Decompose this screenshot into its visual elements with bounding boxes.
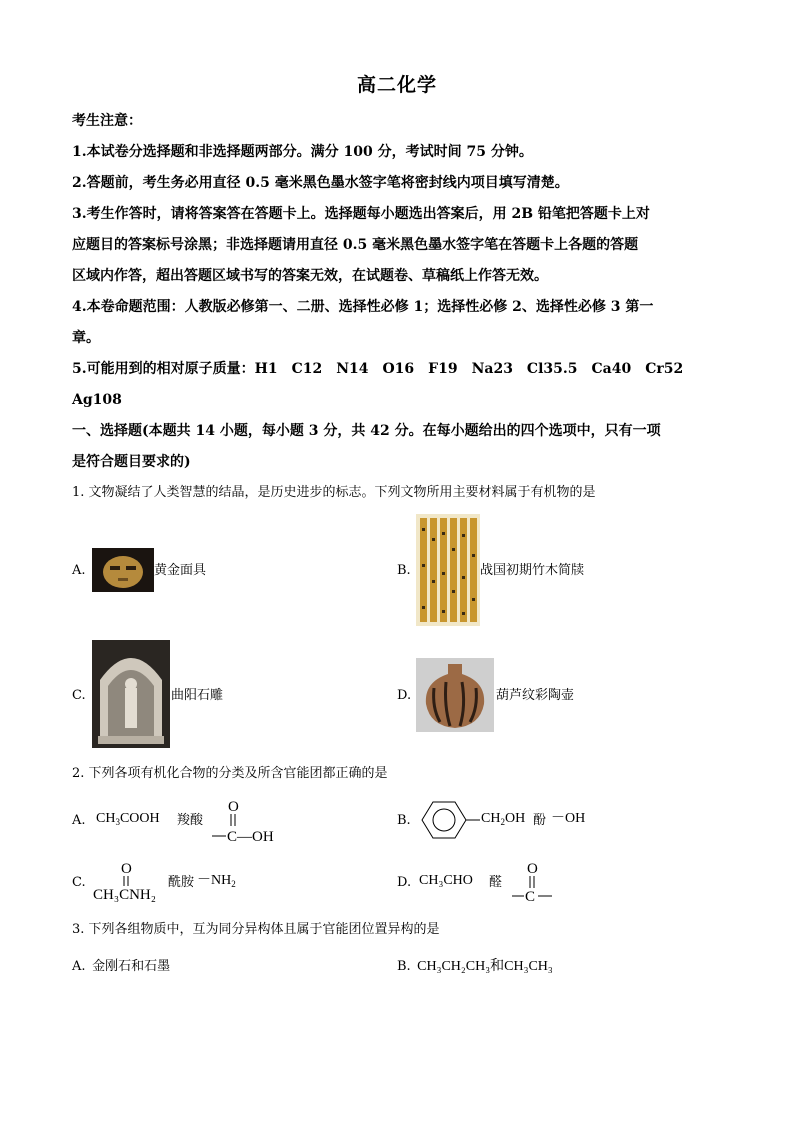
q3-stem: 3. 下列各组物质中，互为同分异构体且属于官能团位置异构的是 [72, 922, 440, 937]
q2-option-c [72, 874, 88, 892]
q1-option-d [397, 687, 413, 705]
page-title: 高二化学 [356, 74, 437, 96]
q2-option-c-class: 酰胺 [168, 875, 195, 890]
option-label: C. [72, 875, 86, 890]
q1-option-a [72, 562, 88, 580]
amide-formula-text: CH₃CNH₂ [93, 887, 156, 903]
formula-part: CH [481, 811, 501, 826]
notice-item-3-cont: 应题目的答案标号涂黑；非选择题请用直径 0.5 毫米黑色墨水签字笔在答题卡上各题的答题 [72, 237, 639, 253]
q3-option-b-text: CH₃CH₂CH₃和CH₃CH₃ [417, 959, 553, 974]
carboxyl-c-oh-text: C—OH [227, 829, 274, 844]
formula-part: CH [96, 811, 116, 826]
painted-pottery-image [416, 658, 494, 732]
q2-option-a [72, 812, 88, 830]
q2-option-d [397, 874, 413, 892]
option-label: D. [397, 875, 412, 890]
q2-option-b-class: 酚 [533, 813, 547, 828]
benzene-ring-diagram [414, 798, 482, 842]
oxygen-atom: O [121, 861, 132, 877]
formula-part: OH [504, 811, 526, 826]
formula-subscript: 2 [500, 817, 505, 827]
amide-structure-diagram [92, 858, 168, 904]
q1-option-a-text: 黄金面具 [154, 563, 207, 578]
option-label: B. [397, 813, 411, 828]
notice-item-2: 2.答题前，考生务必用直径 0.5 毫米黑色墨水签字笔将密封线内项目填写清楚。 [72, 175, 569, 191]
q3-option-a [72, 958, 170, 976]
notice-item-3-cont2: 区域内作答，超出答题区域书写的答案无效，在试题卷、草稿纸上作答无效。 [72, 268, 548, 284]
option-label: A. [72, 959, 86, 974]
notice-item-5-cont: Ag108 [72, 392, 122, 408]
q1-option-c-text: 曲阳石雕 [171, 688, 224, 703]
q2-option-d-class: 醛 [489, 875, 503, 890]
option-label: B. [397, 959, 411, 974]
oxygen-atom: O [228, 799, 239, 815]
q1-option-b [397, 562, 413, 580]
notice-item-1: 1.本试卷分选择题和非选择题两部分。满分 100 分，考试时间 75 分钟。 [72, 144, 533, 160]
option-label: D. [397, 688, 412, 703]
q1-option-b-text: 战国初期竹木简牍 [480, 563, 585, 578]
q1-option-c [72, 687, 88, 705]
q1-stem: 1. 文物凝结了人类智慧的结晶，是历史进步的标志。下列文物所用主要材料属于有机物的是 [72, 485, 596, 500]
q2-stem: 2. 下列各项有机化合物的分类及所含官能团都正确的是 [72, 766, 388, 781]
q3-option-a-text: 金刚石和石墨 [92, 959, 171, 974]
formula-part: －NH [197, 873, 232, 888]
stone-carving-image [92, 640, 170, 748]
notice-item-3: 3.考生作答时，请将答案答在答题卡上。选择题每小题选出答案后，用 2B 铅笔把答题卡上对 [72, 206, 650, 222]
carbonyl-group-diagram [510, 858, 558, 904]
q2-option-a-formula [96, 810, 160, 831]
section-heading-line2: 是符合题目要求的) [72, 454, 191, 470]
notice-heading: 考生注意： [72, 113, 142, 129]
notice-item-4-cont: 章。 [72, 330, 100, 346]
formula-subscript: 3 [115, 817, 120, 827]
section-heading-line1: 一、选择题(本题共 14 小题，每小题 3 分，共 42 分。在每小题给出的四个选项中，只有一项 [72, 423, 661, 439]
option-label: A. [72, 813, 86, 828]
q3-option-b [397, 958, 553, 976]
gold-mask-image [92, 548, 154, 592]
formula-subscript: 2 [231, 879, 236, 889]
bamboo-slips-image [416, 514, 480, 626]
q2-option-b-formula [481, 810, 525, 831]
notice-item-5: 5.可能用到的相对原子质量：H1 C12 N14 O16 F19 Na23 Cl35.5 Ca40 Cr52 [72, 361, 684, 377]
q2-option-a-class: 羧酸 [177, 813, 204, 828]
option-label: C. [72, 688, 86, 703]
q2-option-d-formula: CH₃CHO [419, 873, 473, 888]
option-label: B. [397, 563, 411, 578]
q2-option-c-group [197, 872, 236, 893]
carbonyl-carbon: C [525, 889, 536, 904]
option-label: A. [72, 563, 86, 578]
oxygen-atom: O [527, 861, 538, 877]
formula-part: COOH [119, 811, 160, 826]
q2-option-b [397, 812, 413, 830]
notice-item-4: 4.本卷命题范围：人教版必修第一、二册、选择性必修 1；选择性必修 2、选择性必修 3 第一 [72, 299, 654, 315]
q1-option-d-text: 葫芦纹彩陶壶 [496, 688, 575, 703]
carboxyl-group-diagram [210, 796, 284, 844]
q2-option-b-group: －OH [551, 811, 586, 826]
